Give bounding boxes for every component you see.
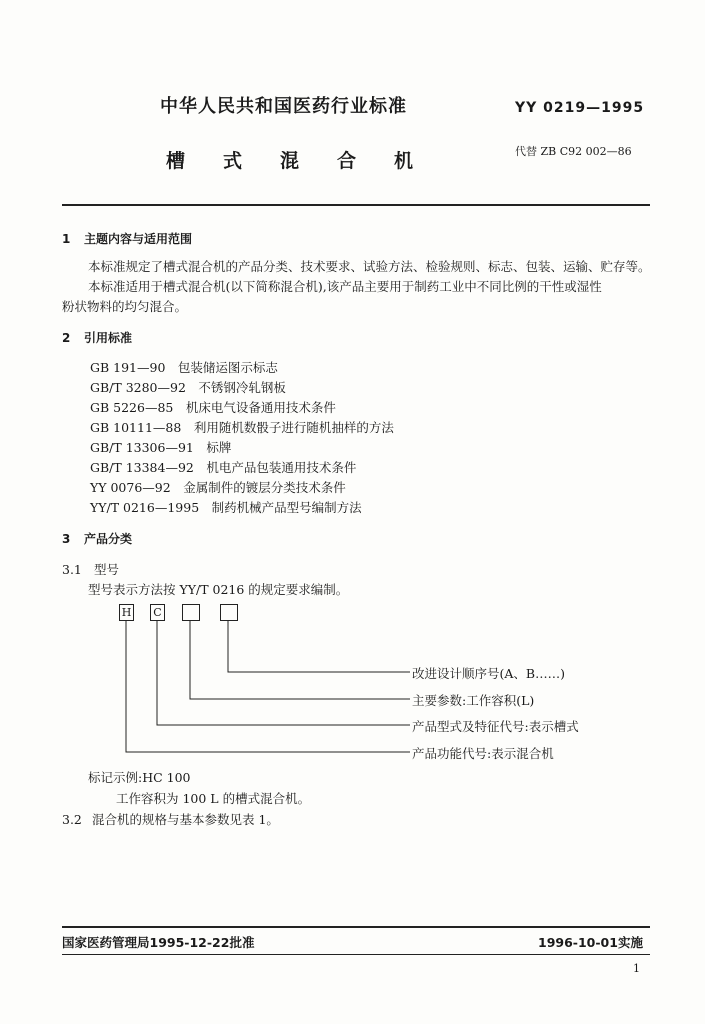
page-number: 1 bbox=[633, 962, 640, 975]
implementation-date: 1996-10-01实施 bbox=[538, 935, 643, 950]
subsection-3-2 bbox=[62, 810, 279, 828]
connector-line-parameter bbox=[190, 620, 410, 699]
connector-line-function bbox=[126, 620, 410, 752]
document-title: 槽式混合机 bbox=[166, 150, 452, 172]
subsection-3-2-number: 3.2 bbox=[62, 812, 82, 827]
standard-title: 中华人民共和国医药行业标准 bbox=[160, 96, 407, 117]
reference-item: YY 0076—92 金属制件的镀层分类技术条件 bbox=[90, 480, 346, 495]
reference-item: GB 191—90 包装储运图示标志 bbox=[90, 360, 278, 375]
reference-item: GB/T 3280—92 不锈钢冷轧钢板 bbox=[90, 380, 286, 395]
section-1-para-2-line-1: 本标准适用于槽式混合机(以下简称混合机),该产品主要用于制药工业中不同比例的干性或湿性 bbox=[88, 279, 602, 294]
section-1-title: 主题内容与适用范围 bbox=[84, 232, 193, 246]
section-1-para-2-line-2: 粉状物料的均匀混合。 bbox=[62, 299, 188, 314]
reference-item: YY/T 0216—1995 制药机械产品型号编制方法 bbox=[90, 500, 362, 515]
approval-note: 国家医药管理局1995-12-22批准 bbox=[62, 935, 255, 950]
subsection-3-1-title: 型号 bbox=[94, 562, 120, 577]
section-3-number: 3 bbox=[62, 532, 71, 546]
subsection-3-1-number: 3.1 bbox=[62, 562, 82, 577]
standard-code: YY 0219—1995 bbox=[515, 100, 645, 116]
model-box-function: H bbox=[119, 604, 134, 621]
replaces-note: 代替 ZB C92 002—86 bbox=[515, 145, 632, 158]
section-2-number: 2 bbox=[62, 331, 71, 345]
legend-parameter: 主要参数:工作容积(L) bbox=[412, 693, 535, 708]
reference-item: GB 5226—85 机床电气设备通用技术条件 bbox=[90, 400, 336, 415]
section-2-title: 引用标准 bbox=[84, 331, 133, 345]
footer-bottom-divider bbox=[62, 954, 650, 955]
section-1-para-1: 本标准规定了槽式混合机的产品分类、技术要求、试验方法、检验规则、标志、包装、运输、贮存等。 bbox=[88, 259, 651, 274]
connector-line-revision bbox=[228, 620, 410, 672]
marking-example-label: 标记示例:HC 100 bbox=[88, 770, 191, 785]
legend-revision: 改进设计顺序号(A、B……) bbox=[412, 666, 565, 681]
subsection-3-1-text: 型号表示方法按 YY/T 0216 的规定要求编制。 bbox=[88, 582, 349, 597]
reference-item: GB/T 13384—92 机电产品包装通用技术条件 bbox=[90, 460, 357, 475]
legend-function: 产品功能代号:表示混合机 bbox=[412, 746, 554, 761]
section-1-number: 1 bbox=[62, 232, 71, 246]
reference-item: GB 10111—88 利用随机数骰子进行随机抽样的方法 bbox=[90, 420, 394, 435]
reference-item: GB/T 13306—91 标牌 bbox=[90, 440, 232, 455]
subsection-3-2-text: 混合机的规格与基本参数见表 1。 bbox=[92, 812, 279, 827]
section-3-title: 产品分类 bbox=[84, 532, 133, 546]
legend-type: 产品型式及特征代号:表示槽式 bbox=[412, 719, 579, 734]
model-box-type: C bbox=[150, 604, 165, 621]
marking-example-text: 工作容积为 100 L 的槽式混合机。 bbox=[116, 791, 311, 806]
footer-divider bbox=[62, 926, 650, 928]
